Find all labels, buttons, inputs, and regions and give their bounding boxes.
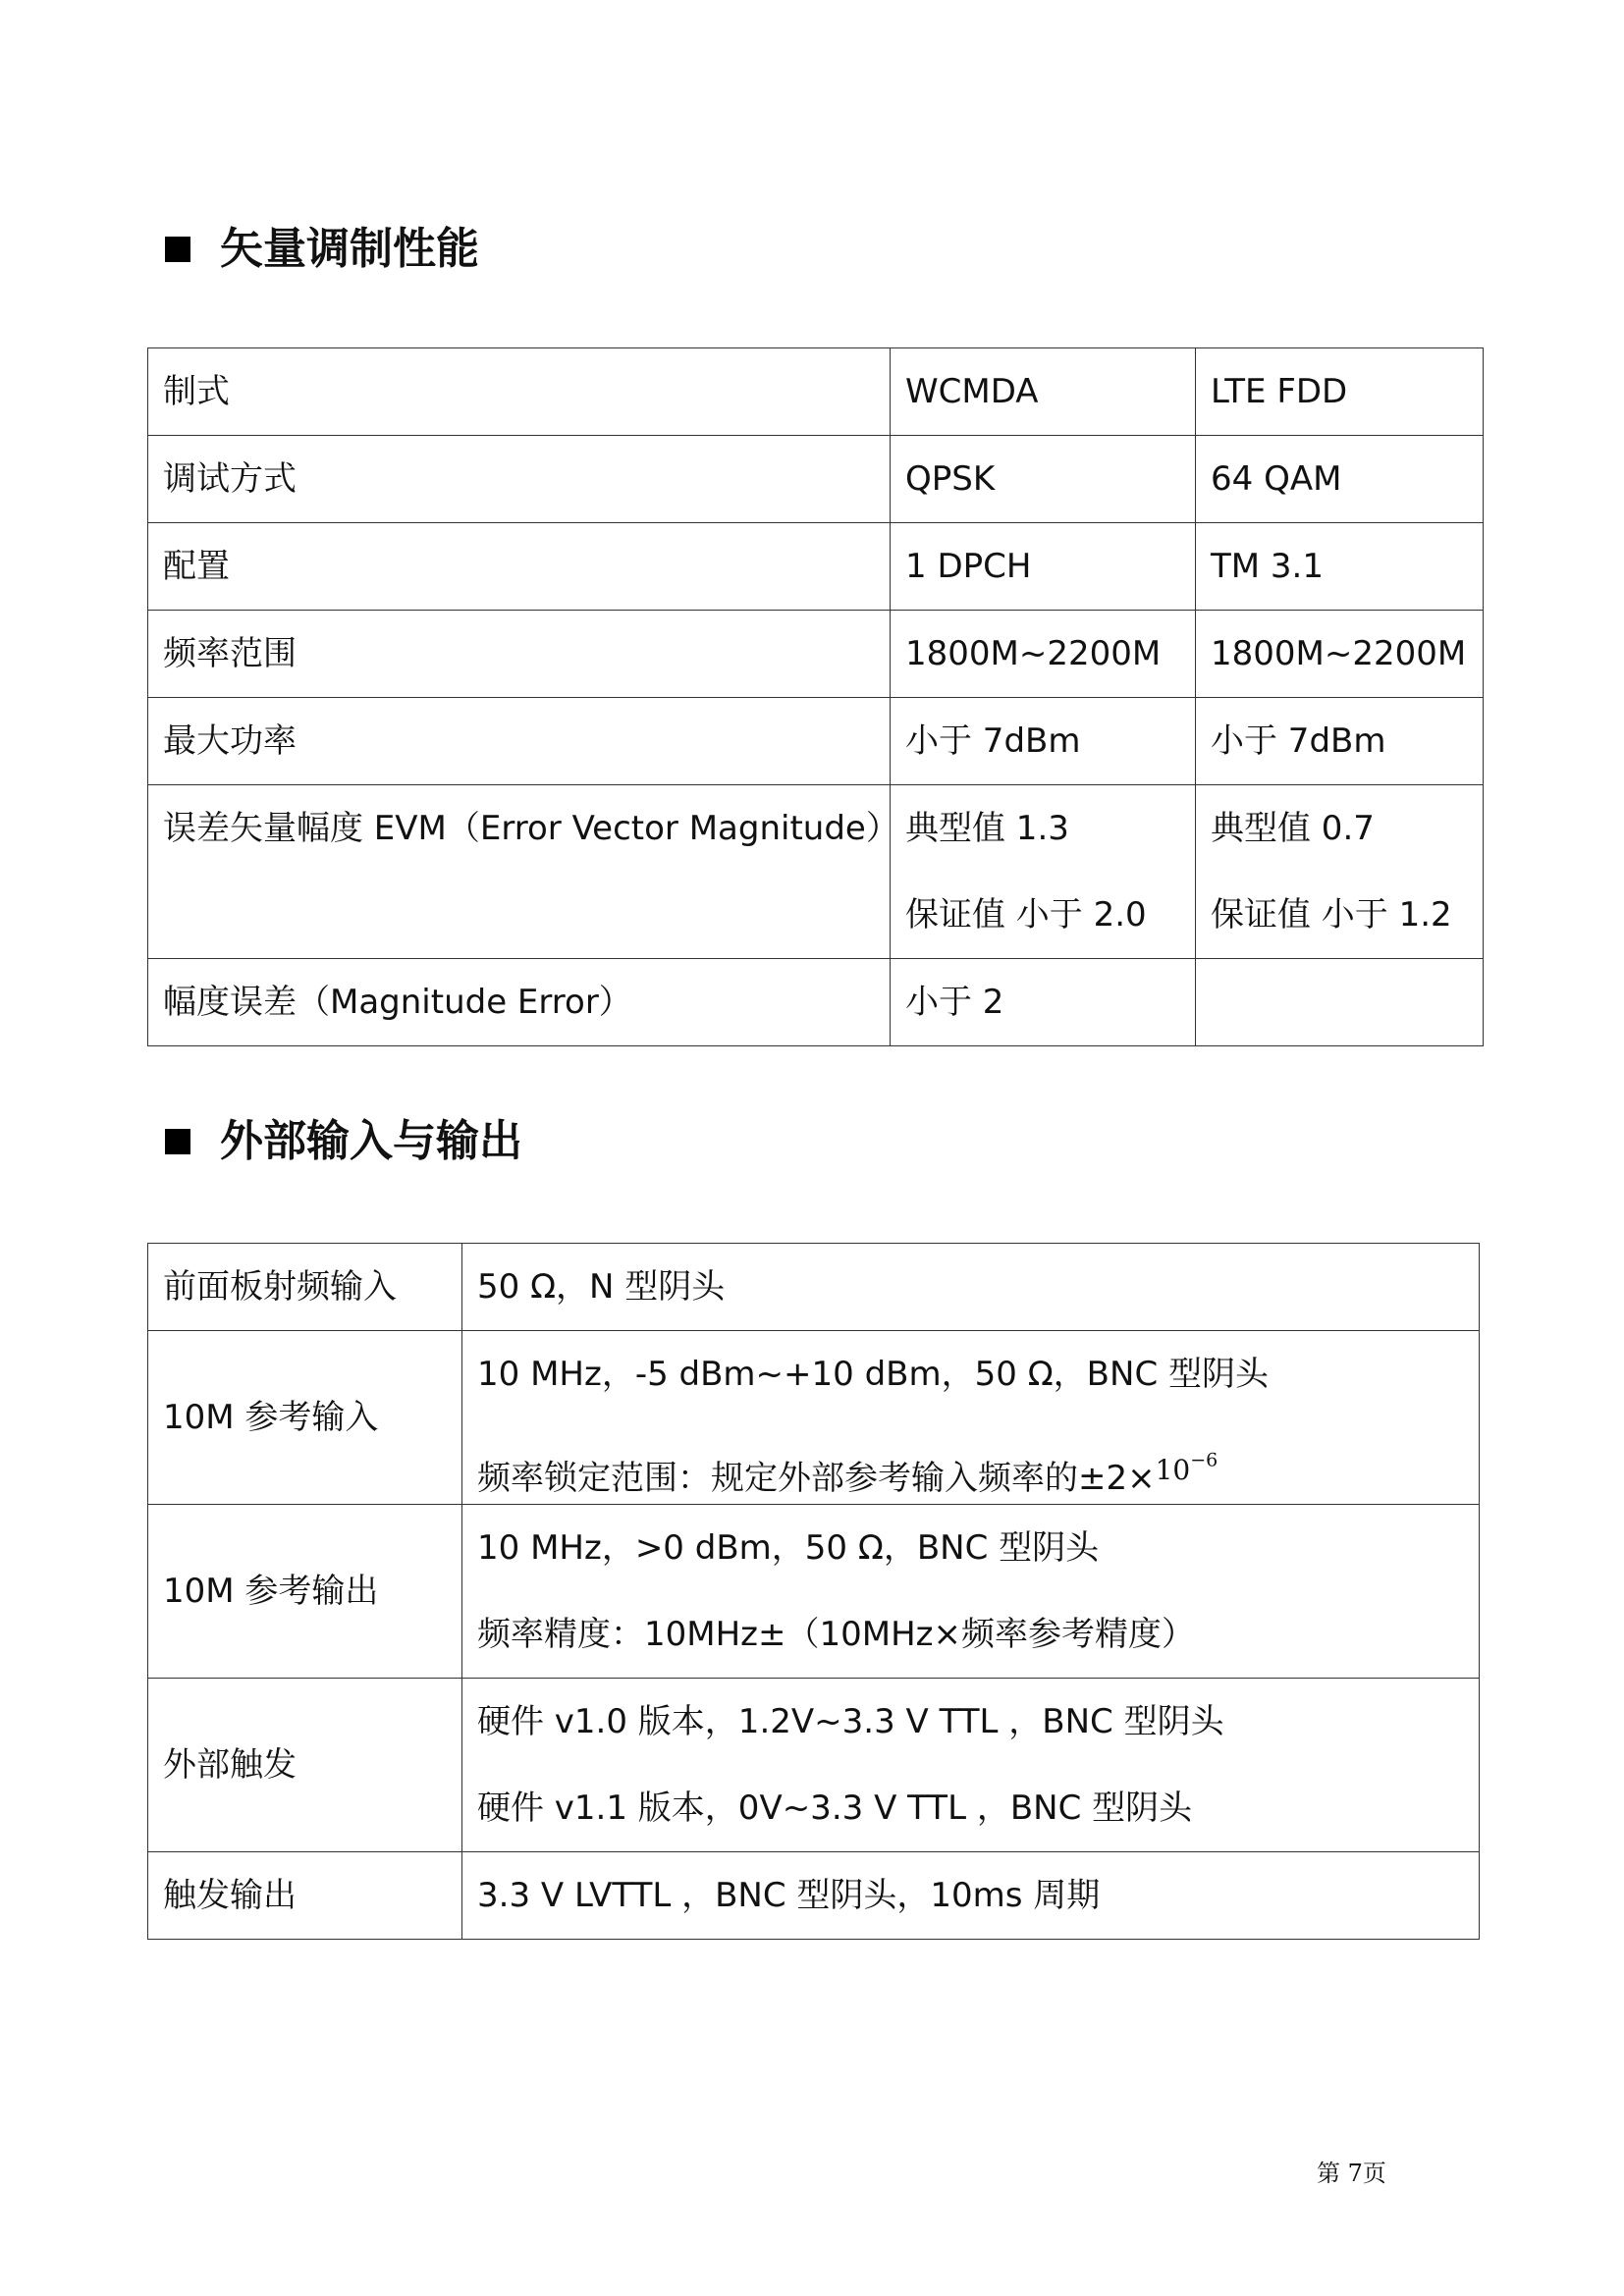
wcdma-value: 1800M~2200M	[891, 611, 1196, 698]
table-row	[148, 523, 1484, 611]
row-value-cell	[462, 1505, 1480, 1679]
row-label: 幅度误差（Magnitude Error）	[148, 959, 891, 1046]
lte-value: 1800M~2200M	[1196, 611, 1484, 698]
table-row	[148, 348, 1484, 436]
section-heading-external-io	[165, 1116, 522, 1166]
lte-value: LTE FDD	[1196, 348, 1484, 436]
table-row	[148, 1852, 1480, 1940]
table-row	[148, 1331, 1480, 1505]
row-value-cell	[462, 1679, 1480, 1852]
wcdma-value-cell	[891, 785, 1196, 959]
section-title: 外部输入与输出	[220, 1116, 522, 1166]
row-label: 最大功率	[148, 698, 891, 785]
wcdma-value: 1 DPCH	[891, 523, 1196, 611]
row-value: 硬件 v1.0 版本，1.2V~3.3 V TTL ，BNC 型阴头	[477, 1702, 1224, 1741]
typical-value: 典型值 0.7	[1211, 809, 1375, 848]
lte-value: TM 3.1	[1196, 523, 1484, 611]
row-value-cell	[462, 1331, 1480, 1505]
lte-value: 小于 7dBm	[1196, 698, 1484, 785]
wcdma-value: WCMDA	[891, 348, 1196, 436]
external-io-table	[147, 1243, 1480, 1940]
row-value: 10 MHz，-5 dBm~+10 dBm，50 Ω，BNC 型阴头	[477, 1355, 1269, 1394]
lte-value-cell	[1196, 785, 1484, 959]
row-value: 10 MHz，>0 dBm，50 Ω，BNC 型阴头	[477, 1528, 1100, 1568]
wcdma-value: 小于 2	[891, 959, 1196, 1046]
table-row	[148, 1244, 1480, 1331]
table-row	[148, 1505, 1480, 1679]
lte-value	[1196, 959, 1484, 1046]
row-value-secondary: 硬件 v1.1 版本，0V~3.3 V TTL ，BNC 型阴头	[477, 1789, 1193, 1828]
page-number: 第 7页	[1317, 2160, 1386, 2187]
table-row	[148, 698, 1484, 785]
row-label: 配置	[148, 523, 891, 611]
row-label: 调试方式	[148, 436, 891, 523]
lock-range-text: 频率锁定范围：规定外部参考输入频率的±2×	[477, 1459, 1156, 1499]
row-label: 误差矢量幅度 EVM（Error Vector Magnitude）	[163, 809, 899, 848]
row-label: 10M 参考输出	[148, 1505, 462, 1679]
table-row	[148, 611, 1484, 698]
exponent-base: 10	[1155, 1454, 1191, 1487]
row-label: 制式	[148, 348, 891, 436]
wcdma-value: 小于 7dBm	[891, 698, 1196, 785]
section-title: 矢量调制性能	[220, 224, 479, 274]
square-bullet-icon	[165, 1129, 190, 1154]
row-label: 10M 参考输入	[148, 1331, 462, 1505]
guaranteed-value: 保证值 小于 2.0	[905, 895, 1147, 934]
row-label: 触发输出	[148, 1852, 462, 1940]
wcdma-value: QPSK	[891, 436, 1196, 523]
row-label: 外部触发	[148, 1679, 462, 1852]
square-bullet-icon	[165, 237, 190, 262]
exponent-expression	[1155, 1450, 1218, 1487]
row-label: 前面板射频输入	[148, 1244, 462, 1331]
row-value-secondary	[477, 1417, 1464, 1504]
row-value-secondary: 频率精度：10MHz±（10MHz×频率参考精度）	[477, 1615, 1195, 1654]
table-row	[148, 436, 1484, 523]
row-value: 50 Ω，N 型阴头	[462, 1244, 1480, 1331]
guaranteed-value: 保证值 小于 1.2	[1211, 895, 1452, 934]
section-heading-vector-modulation	[165, 224, 479, 274]
row-value: 3.3 V LVTTL ，BNC 型阴头，10ms 周期	[462, 1852, 1480, 1940]
vector-modulation-table	[147, 347, 1484, 1046]
typical-value: 典型值 1.3	[905, 809, 1069, 848]
row-label-cell	[148, 785, 899, 959]
row-label: 频率范围	[148, 611, 891, 698]
exponent-power: −6	[1190, 1450, 1218, 1471]
table-row	[148, 959, 1484, 1046]
table-row	[148, 785, 1484, 959]
table-row	[148, 1679, 1480, 1852]
lte-value: 64 QAM	[1196, 436, 1484, 523]
